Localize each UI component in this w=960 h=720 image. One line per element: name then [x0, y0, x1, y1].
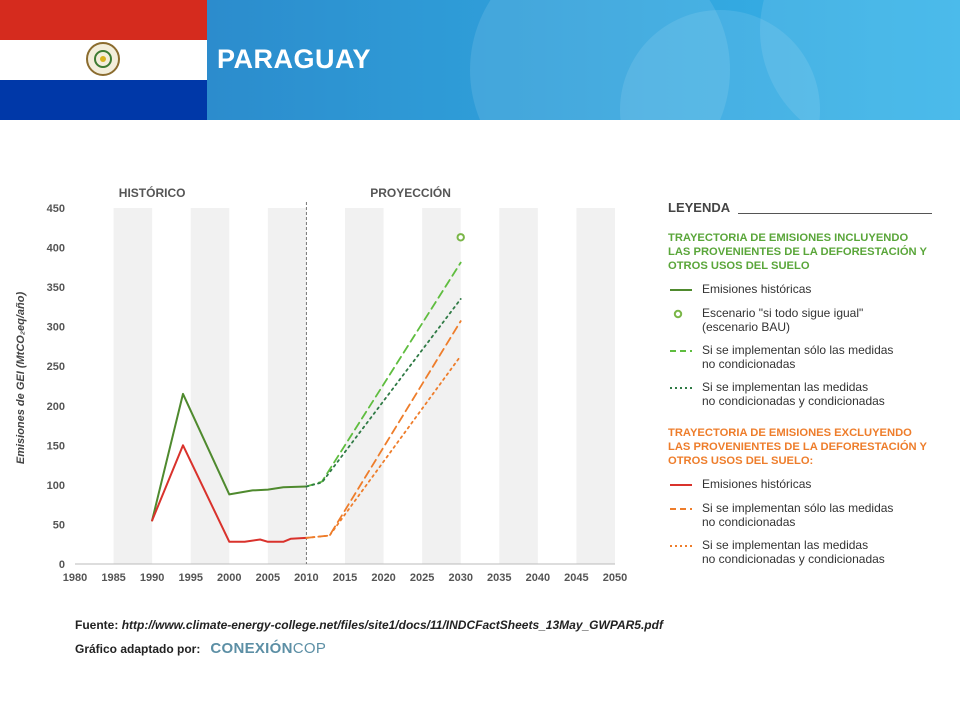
- legend-item: [668, 477, 938, 492]
- credit-label: Gráfico adaptado por:: [75, 641, 201, 656]
- legend-item-label: Emisiones históricas: [702, 477, 812, 491]
- x-tick-label: 2020: [371, 572, 396, 584]
- legend-item: [668, 538, 938, 566]
- legend-item-label: Si se implementan las medidas no condicionadas y condicionadas: [702, 538, 885, 566]
- page-title: PARAGUAY: [217, 44, 372, 74]
- section-label-proyeccion: PROYECCIÓN: [370, 186, 451, 200]
- x-tick-label: 1990: [139, 572, 165, 584]
- source-url: http://www.climate-energy-college.net/files/site1/docs/11/INDCFactSheets_13May_GWPAR5.pdf: [121, 618, 663, 632]
- x-tick-label: 2045: [564, 572, 589, 584]
- legend-item-label: Si se implementan las medidas no condicionadas y condicionadas: [702, 380, 885, 408]
- x-tick-label: 2000: [217, 572, 242, 584]
- grid-band: [191, 208, 230, 564]
- x-tick-label: 1985: [101, 572, 126, 584]
- source-note: [75, 618, 663, 632]
- y-axis-label: Emisiones de GEI (MtCO₂eq/año): [15, 291, 27, 465]
- legend: [668, 200, 938, 566]
- y-tick-label: 150: [46, 440, 65, 453]
- x-tick-label: 2050: [602, 572, 628, 584]
- x-tick-label: 2015: [332, 572, 358, 584]
- y-tick-label: 350: [46, 282, 65, 295]
- legend-title: LEYENDA: [668, 200, 938, 220]
- y-tick-label: 50: [52, 519, 65, 532]
- x-tick-label: 2005: [255, 572, 281, 584]
- x-tick-label: 1980: [62, 572, 88, 584]
- header-banner: [0, 0, 960, 120]
- x-tick-label: 2010: [294, 572, 319, 584]
- legend-item-label: Si se implementan sólo las medidas no condicionadas: [702, 343, 894, 371]
- grid-band: [345, 208, 384, 564]
- dotted-swatch-icon: [668, 539, 694, 553]
- legend-item: [668, 306, 938, 334]
- legend-item-label: Si se implementan sólo las medidas no condicionadas: [702, 501, 894, 529]
- grid-band: [114, 208, 153, 564]
- legend-item-label: Escenario "si todo sigue igual" (escenario BAU): [702, 306, 864, 334]
- series-5-excluyendo-dashed: [306, 321, 460, 538]
- y-tick-label: 250: [46, 361, 65, 374]
- x-tick-label: 1995: [178, 572, 203, 584]
- legend-group-heading: TRAYECTORIA DE EMISIONES EXCLUYENDO LAS PROVENIENTES DE LA DEFORESTACIÓN Y OTROS USOS DEL SUELO:: [668, 427, 927, 467]
- y-tick-label: 100: [46, 479, 65, 492]
- solid-swatch-icon: [668, 478, 694, 492]
- circle-swatch-icon: [668, 307, 694, 321]
- y-tick-label: 400: [46, 242, 65, 255]
- series-6-excluyendo-dotted: [306, 356, 460, 538]
- y-tick-label: 300: [46, 321, 65, 334]
- x-tick-label: 2030: [448, 572, 473, 584]
- credit-note: [75, 640, 326, 657]
- x-tick-label: 2025: [409, 572, 435, 584]
- legend-item: [668, 501, 938, 529]
- legend-item: [668, 282, 938, 297]
- grid-band: [422, 208, 461, 564]
- y-tick-label: 200: [46, 400, 65, 413]
- grid-band: [499, 208, 538, 564]
- series-0-incluyendo-solid: [152, 394, 306, 521]
- dashed-swatch-icon: [668, 344, 694, 358]
- solid-swatch-icon: [668, 283, 694, 297]
- y-tick-label: 450: [46, 203, 65, 215]
- grid-band: [268, 208, 307, 564]
- section-label-historico: HISTÓRICO: [118, 186, 186, 200]
- y-tick-label: 0: [58, 559, 65, 571]
- source-label: Fuente:: [75, 618, 119, 632]
- series-1-excluyendo-solid: [152, 445, 306, 542]
- x-tick-label: 2035: [487, 572, 512, 584]
- bau-point: [458, 234, 464, 240]
- dashed-swatch-icon: [668, 502, 694, 516]
- legend-item: [668, 380, 938, 408]
- conexioncop-logo: CONEXIÓNCOP: [210, 640, 327, 657]
- x-tick-label: 2040: [525, 572, 551, 584]
- series-4-incluyendo-dotted: [306, 299, 460, 487]
- legend-group-heading: TRAYECTORIA DE EMISIONES INCLUYENDO LAS PROVENIENTES DE LA DEFORESTACIÓN Y OTROS USOS DEL SUELO: [668, 232, 927, 272]
- grid-band: [576, 208, 615, 564]
- legend-item-label: Emisiones históricas: [702, 282, 812, 296]
- legend-item: [668, 343, 938, 371]
- series-3-incluyendo-dashed: [306, 263, 460, 487]
- plot-area: [75, 208, 615, 564]
- dotted-swatch-icon: [668, 381, 694, 395]
- paraguay-flag-icon: [0, 0, 207, 120]
